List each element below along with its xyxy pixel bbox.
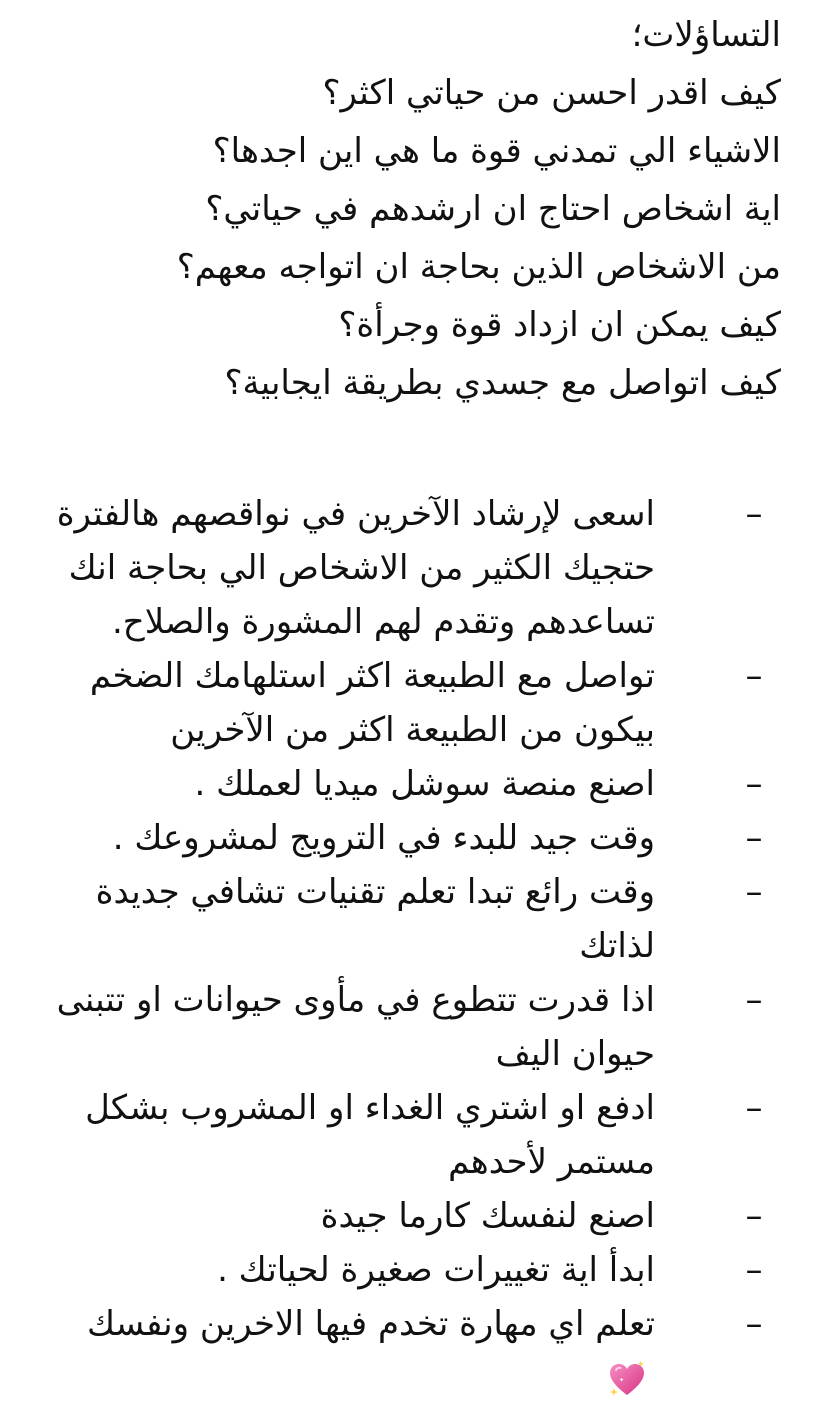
bullet-dash: –: [745, 1088, 763, 1128]
advice-text: ادفع او اشتري الغداء او المشروب بشكل مستمر لأحدهم: [85, 1088, 655, 1182]
bullet-dash: –: [745, 818, 763, 858]
advice-text: ابدأ اية تغييرات صغيرة لحياتك .: [217, 1250, 655, 1290]
advice-text: وقت رائع تبدا تعلم تقنيات تشافي جديدة لذاتك: [95, 872, 655, 966]
advice-item: [56, 1189, 781, 1243]
bullet-dash: –: [745, 656, 763, 696]
question-item: كيف اقدر احسن من حياتي اكثر؟: [322, 73, 781, 113]
questions-list: [56, 6, 781, 412]
advice-text: تواصل مع الطبيعة اكثر استلهامك الضخم بيكون من الطبيعة اكثر من الآخرين: [89, 656, 655, 750]
advice-text: اصنع لنفسك كارما جيدة: [320, 1196, 655, 1236]
advice-item: [56, 649, 781, 757]
advice-text: وقت جيد للبدء في الترويج لمشروعك .: [112, 818, 655, 858]
advice-list: [56, 487, 781, 1405]
question-item: كيف يمكن ان ازداد قوة وجرأة؟: [338, 305, 781, 345]
advice-text: تعلم اي مهارة تخدم فيها الاخرين ونفسك: [86, 1304, 655, 1344]
bullet-dash: –: [745, 1196, 763, 1236]
advice-item: [56, 865, 781, 973]
advice-item: [56, 487, 781, 649]
bullet-dash: –: [745, 1250, 763, 1290]
advice-text-with-emoji: [56, 1297, 655, 1405]
questions-heading: التساؤلات؛: [631, 15, 781, 55]
question-item: الاشياء الي تمدني قوة ما هي اين اجدها؟: [212, 131, 781, 171]
advice-item: [56, 757, 781, 811]
bullet-dash: –: [745, 494, 763, 534]
bullet-dash: –: [745, 1304, 763, 1344]
bullet-dash: –: [745, 872, 763, 912]
advice-text: اصنع منصة سوشل ميديا لعملك .: [194, 764, 655, 804]
advice-text: اسعى لإرشاد الآخرين في نواقصهم هالفترة حتجيك الكثير من الاشخاص الي بحاجة انك تساعدهم وتقدم لهم المشورة والصلاح.: [56, 494, 655, 642]
sparkling-heart-icon: [607, 1361, 647, 1399]
bullet-dash: –: [745, 764, 763, 804]
advice-text: اذا قدرت تتطوع في مأوى حيوانات او تتبنى حيوان اليف: [56, 980, 655, 1074]
advice-item: [56, 1081, 781, 1189]
question-item: اية اشخاص احتاج ان ارشدهم في حياتي؟: [205, 189, 781, 229]
advice-item: [56, 1243, 781, 1297]
advice-item: [56, 811, 781, 865]
advice-item: [56, 973, 781, 1081]
question-item: من الاشخاص الذين بحاجة ان اتواجه معهم؟: [176, 247, 781, 287]
advice-item: [56, 1297, 781, 1405]
bullet-dash: –: [745, 980, 763, 1020]
question-item: كيف اتواصل مع جسدي بطريقة ايجابية؟: [224, 363, 781, 403]
